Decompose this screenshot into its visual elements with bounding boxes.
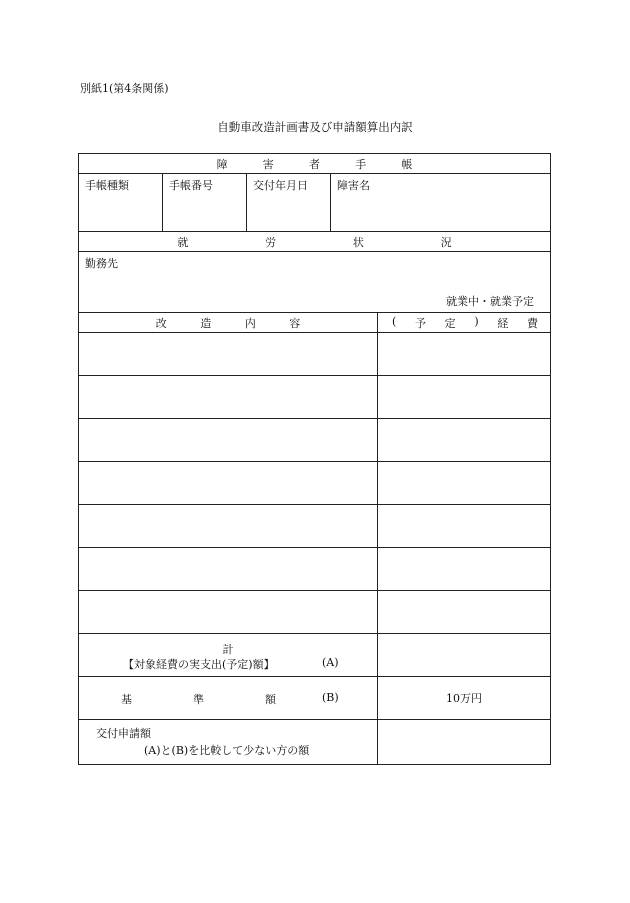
actual-expenditure-label: 【対象経費の実支出(予定)額】 xyxy=(123,658,275,671)
total-mark-a: (A) xyxy=(322,656,339,669)
content-header-char: 内 xyxy=(244,316,256,330)
base-amount-label xyxy=(121,691,276,707)
employment-section-header xyxy=(79,232,551,252)
document-title: 自動車改造計画書及び申請額算出内訳 xyxy=(217,120,413,134)
cost-header-char: ( xyxy=(392,314,397,328)
cost-header-char: ) xyxy=(474,314,479,328)
disability-name-label: 障害名 xyxy=(337,179,370,192)
modification-content-header xyxy=(79,313,378,333)
handbook-header-char: 害 xyxy=(262,157,274,171)
total-amount-field[interactable] xyxy=(378,634,551,677)
total-label-cell xyxy=(79,634,378,677)
application-form-table xyxy=(78,153,551,765)
handbook-number-field[interactable] xyxy=(163,174,247,232)
modification-cost-field[interactable] xyxy=(378,333,551,376)
base-amount-label-cell xyxy=(79,677,378,720)
handbook-header-char: 障 xyxy=(216,157,228,171)
handbook-type-field[interactable] xyxy=(79,174,163,232)
handbook-section-header xyxy=(79,154,551,174)
total-label: 計 xyxy=(222,643,234,656)
cost-header-char: 費 xyxy=(527,316,539,330)
handbook-type-label: 手帳種類 xyxy=(85,179,129,192)
handbook-number-label: 手帳番号 xyxy=(169,179,213,192)
handbook-header-char: 者 xyxy=(309,157,320,171)
modification-row xyxy=(79,376,551,419)
employment-status-options[interactable]: 就業中・就業予定 xyxy=(446,295,535,308)
base-label-char: 準 xyxy=(193,693,204,706)
modification-content-field[interactable] xyxy=(79,548,378,591)
modification-content-field[interactable] xyxy=(79,376,378,419)
issue-date-field[interactable] xyxy=(247,174,331,232)
handbook-header-char: 帳 xyxy=(401,157,413,171)
modification-row xyxy=(79,419,551,462)
content-header-char: 改 xyxy=(155,316,167,330)
employment-header-char: 労 xyxy=(265,235,277,249)
base-label-char: 基 xyxy=(121,693,132,706)
modification-content-field[interactable] xyxy=(79,333,378,376)
workplace-label: 勤務先 xyxy=(85,257,118,270)
modification-cost-field[interactable] xyxy=(378,505,551,548)
content-header-char: 造 xyxy=(200,316,212,330)
workplace-field[interactable] xyxy=(79,252,551,313)
modification-content-field[interactable] xyxy=(79,462,378,505)
cost-header-char: 定 xyxy=(444,316,456,330)
modification-row xyxy=(79,505,551,548)
application-amount-rule: (A)と(B)を比較して少ない方の額 xyxy=(144,744,310,757)
modification-cost-field[interactable] xyxy=(378,591,551,634)
cost-header xyxy=(378,313,551,333)
modification-cost-field[interactable] xyxy=(378,548,551,591)
modification-row xyxy=(79,333,551,376)
modification-content-field[interactable] xyxy=(79,419,378,462)
handbook-header-char: 手 xyxy=(355,157,367,171)
modification-cost-field[interactable] xyxy=(378,376,551,419)
cost-header-char: 経 xyxy=(497,316,509,330)
modification-cost-field[interactable] xyxy=(378,419,551,462)
modification-content-field[interactable] xyxy=(79,591,378,634)
issue-date-label: 交付年月日 xyxy=(253,179,308,192)
modification-content-field[interactable] xyxy=(79,505,378,548)
header-note: 別紙1(第4条関係) xyxy=(80,82,169,95)
application-amount-label: 交付申請額 xyxy=(96,727,151,740)
modification-cost-field[interactable] xyxy=(378,462,551,505)
base-label-char: 額 xyxy=(265,693,276,706)
modification-row xyxy=(79,591,551,634)
application-amount-label-cell xyxy=(79,720,378,765)
application-amount-field[interactable] xyxy=(378,720,551,765)
disability-name-field[interactable] xyxy=(331,174,551,232)
employment-header-char: 況 xyxy=(440,235,452,249)
modification-row xyxy=(79,548,551,591)
base-amount-value: 10万円 xyxy=(378,677,551,720)
content-header-char: 容 xyxy=(289,316,301,330)
base-mark-b: (B) xyxy=(322,691,339,704)
employment-header-char: 就 xyxy=(177,235,189,249)
cost-header-char: 予 xyxy=(414,316,426,330)
modification-row xyxy=(79,462,551,505)
employment-header-char: 状 xyxy=(352,235,364,249)
